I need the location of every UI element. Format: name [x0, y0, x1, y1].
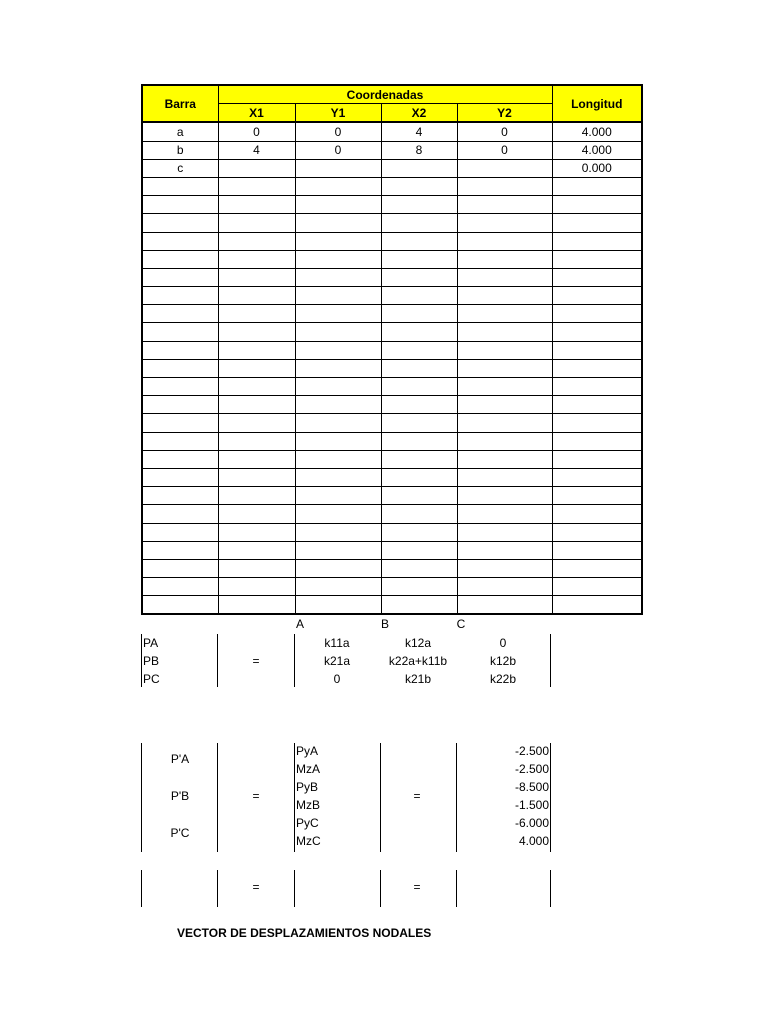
cell-y1[interactable]: [295, 578, 381, 596]
cell-y1[interactable]: [295, 359, 381, 377]
cell-barra[interactable]: [142, 559, 218, 577]
cell-x1[interactable]: [218, 196, 295, 214]
cell-y2[interactable]: [457, 541, 552, 559]
table-row: [142, 232, 642, 250]
cell-y1[interactable]: [295, 250, 381, 268]
cell-longitud[interactable]: [552, 414, 642, 432]
cell-x2[interactable]: [381, 468, 457, 486]
bracket-line: [141, 743, 142, 852]
table-row: [142, 505, 642, 523]
load-group-label: P'A: [170, 752, 190, 766]
load-component: PyC: [296, 816, 319, 830]
cell-y1[interactable]: [295, 596, 381, 615]
cell-longitud[interactable]: [552, 196, 642, 214]
cell-y1[interactable]: [295, 323, 381, 341]
header-y1: Y1: [295, 104, 381, 123]
table-row: [142, 559, 642, 577]
bracket-line: [217, 743, 218, 852]
table-row: [142, 523, 642, 541]
cell-barra[interactable]: c: [142, 159, 218, 177]
cell-x2[interactable]: [381, 414, 457, 432]
cell-longitud[interactable]: [552, 177, 642, 195]
cell-y1[interactable]: [295, 487, 381, 505]
cell-longitud[interactable]: [552, 523, 642, 541]
cell-y2[interactable]: [457, 287, 552, 305]
cell-x2[interactable]: [381, 341, 457, 359]
bracket-line: [141, 870, 142, 907]
equals-sign: =: [252, 654, 260, 668]
cell-y1[interactable]: 0: [295, 141, 381, 159]
bracket-line: [294, 634, 295, 687]
load-value: -2.500: [514, 762, 549, 776]
cell-y1[interactable]: [295, 341, 381, 359]
row-label-pa: PA: [143, 636, 159, 650]
load-value: -1.500: [514, 798, 549, 812]
table-row: [142, 432, 642, 450]
cell-x2[interactable]: [381, 596, 457, 615]
load-component: MzC: [296, 834, 321, 848]
cell-y2[interactable]: [457, 505, 552, 523]
cell-longitud[interactable]: [552, 359, 642, 377]
matrix-cell: k21a: [323, 654, 351, 668]
cell-y1[interactable]: [295, 177, 381, 195]
cell-x2[interactable]: [381, 214, 457, 232]
cell-y1[interactable]: 0: [295, 122, 381, 141]
equals-sign: =: [252, 789, 260, 803]
header-y2: Y2: [457, 104, 552, 123]
cell-x2[interactable]: [381, 578, 457, 596]
cell-longitud[interactable]: [552, 468, 642, 486]
cell-longitud[interactable]: [552, 432, 642, 450]
load-component: PyB: [296, 780, 319, 794]
cell-x1[interactable]: [218, 159, 295, 177]
cell-y2[interactable]: [457, 359, 552, 377]
cell-y2[interactable]: [457, 559, 552, 577]
cell-x1[interactable]: [218, 250, 295, 268]
cell-x2[interactable]: [381, 268, 457, 286]
cell-barra[interactable]: [142, 414, 218, 432]
cell-x1[interactable]: [218, 578, 295, 596]
cell-y1[interactable]: [295, 414, 381, 432]
cell-y1[interactable]: [295, 450, 381, 468]
bracket-line: [550, 634, 551, 687]
cell-x1[interactable]: [218, 214, 295, 232]
cell-x2[interactable]: [381, 559, 457, 577]
cell-y1[interactable]: [295, 396, 381, 414]
table-row: [142, 378, 642, 396]
cell-y2[interactable]: [457, 396, 552, 414]
matrix-cell: 0: [499, 636, 507, 650]
cell-x1[interactable]: 4: [218, 141, 295, 159]
cell-x1[interactable]: [218, 505, 295, 523]
table-row: [142, 414, 642, 432]
equals-sign: =: [413, 789, 421, 803]
cell-y1[interactable]: [295, 214, 381, 232]
table-row: [142, 487, 642, 505]
table-row: [142, 578, 642, 596]
table-row: [142, 141, 642, 159]
cell-longitud[interactable]: [552, 305, 642, 323]
cell-x2[interactable]: [381, 323, 457, 341]
table-row: [142, 196, 642, 214]
cell-x1[interactable]: [218, 432, 295, 450]
cell-y1[interactable]: [295, 378, 381, 396]
cell-x2[interactable]: [381, 305, 457, 323]
cell-y2[interactable]: [457, 523, 552, 541]
cell-y2[interactable]: [457, 196, 552, 214]
cell-y2[interactable]: [457, 578, 552, 596]
cell-x2[interactable]: [381, 432, 457, 450]
header-x2: X2: [381, 104, 457, 123]
equals-sign: =: [413, 880, 421, 894]
cell-x1[interactable]: [218, 523, 295, 541]
cell-x2[interactable]: [381, 523, 457, 541]
matrix-cell: k12b: [489, 654, 517, 668]
bracket-line: [217, 870, 218, 907]
cell-y1[interactable]: [295, 232, 381, 250]
cell-x1[interactable]: 0: [218, 122, 295, 141]
cell-barra[interactable]: [142, 177, 218, 195]
table-row: [142, 359, 642, 377]
cell-y2[interactable]: 0: [457, 122, 552, 141]
cell-y2[interactable]: [457, 450, 552, 468]
cell-longitud[interactable]: [552, 341, 642, 359]
cell-barra[interactable]: [142, 287, 218, 305]
cell-y2[interactable]: [457, 232, 552, 250]
cell-barra[interactable]: [142, 268, 218, 286]
cell-barra[interactable]: [142, 305, 218, 323]
cell-longitud[interactable]: [552, 487, 642, 505]
cell-x1[interactable]: [218, 450, 295, 468]
col-label-a: A: [295, 617, 304, 631]
table-row: [142, 468, 642, 486]
cell-x2[interactable]: [381, 159, 457, 177]
cell-longitud[interactable]: [552, 559, 642, 577]
table-row: [142, 450, 642, 468]
cell-x2[interactable]: [381, 487, 457, 505]
table-row: [142, 159, 642, 177]
bracket-line: [380, 743, 381, 852]
cell-y2[interactable]: 0: [457, 141, 552, 159]
cell-y2[interactable]: [457, 468, 552, 486]
table-row: [142, 287, 642, 305]
bracket-line: [550, 870, 551, 907]
cell-x1[interactable]: [218, 396, 295, 414]
cell-longitud[interactable]: [552, 214, 642, 232]
equals-sign: =: [252, 880, 260, 894]
header-barra: Barra: [142, 85, 218, 122]
cell-y1[interactable]: [295, 559, 381, 577]
bracket-line: [294, 870, 295, 907]
load-group-label: P'C: [170, 826, 190, 840]
cell-x2[interactable]: [381, 232, 457, 250]
cell-x2[interactable]: [381, 359, 457, 377]
load-value: -6.000: [514, 816, 549, 830]
bracket-line: [550, 743, 551, 852]
matrix-cell: 0: [333, 672, 341, 686]
cell-x2[interactable]: [381, 250, 457, 268]
cell-barra[interactable]: [142, 578, 218, 596]
col-label-c: C: [456, 617, 466, 631]
cell-barra[interactable]: [142, 432, 218, 450]
cell-y2[interactable]: [457, 432, 552, 450]
header-longitud: Longitud: [552, 85, 642, 122]
load-group-label: P'B: [170, 789, 190, 803]
cell-longitud[interactable]: [552, 323, 642, 341]
cell-x2[interactable]: [381, 541, 457, 559]
cell-x2[interactable]: [381, 196, 457, 214]
cell-barra[interactable]: [142, 450, 218, 468]
row-label-pb: PB: [143, 654, 160, 668]
cell-x1[interactable]: [218, 341, 295, 359]
bracket-line: [456, 870, 457, 907]
cell-longitud[interactable]: 0.000: [552, 159, 642, 177]
cell-y1[interactable]: [295, 268, 381, 286]
table-row: [142, 596, 642, 615]
matrix-cell: k21b: [404, 672, 432, 686]
cell-barra[interactable]: [142, 505, 218, 523]
cell-barra[interactable]: a: [142, 122, 218, 141]
cell-x1[interactable]: [218, 177, 295, 195]
cell-barra[interactable]: [142, 487, 218, 505]
cell-longitud[interactable]: [552, 450, 642, 468]
cell-x2[interactable]: [381, 450, 457, 468]
cell-barra[interactable]: [142, 523, 218, 541]
load-value: -2.500: [514, 744, 549, 758]
cell-longitud[interactable]: [552, 541, 642, 559]
cell-longitud[interactable]: [552, 250, 642, 268]
cell-barra[interactable]: [142, 541, 218, 559]
cell-barra[interactable]: [142, 359, 218, 377]
table-row: [142, 323, 642, 341]
table-row: [142, 268, 642, 286]
cell-y1[interactable]: [295, 196, 381, 214]
cell-barra[interactable]: [142, 250, 218, 268]
load-component: MzB: [296, 798, 320, 812]
cell-y2[interactable]: [457, 323, 552, 341]
cell-x1[interactable]: [218, 323, 295, 341]
coordinates-table: [141, 84, 643, 615]
cell-y2[interactable]: [457, 305, 552, 323]
bracket-line: [217, 634, 218, 687]
cell-barra[interactable]: [142, 214, 218, 232]
matrix-cell: k22a+k11b: [388, 654, 448, 668]
cell-y1[interactable]: [295, 432, 381, 450]
cell-longitud[interactable]: [552, 505, 642, 523]
cell-x1[interactable]: [218, 487, 295, 505]
bracket-line: [456, 743, 457, 852]
header-coordenadas: Coordenadas: [218, 85, 552, 104]
cell-x1[interactable]: [218, 559, 295, 577]
bracket-line: [380, 870, 381, 907]
cell-longitud[interactable]: [552, 378, 642, 396]
cell-x2[interactable]: [381, 396, 457, 414]
cell-y1[interactable]: [295, 468, 381, 486]
cell-barra[interactable]: [142, 232, 218, 250]
cell-x2[interactable]: [381, 505, 457, 523]
cell-longitud[interactable]: [552, 232, 642, 250]
cell-y2[interactable]: [457, 414, 552, 432]
cell-barra[interactable]: [142, 341, 218, 359]
matrix-cell: k22b: [489, 672, 517, 686]
cell-x2[interactable]: [381, 287, 457, 305]
row-label-pc: PC: [143, 672, 160, 686]
cell-y1[interactable]: [295, 305, 381, 323]
cell-x1[interactable]: [218, 541, 295, 559]
cell-y1[interactable]: [295, 541, 381, 559]
table-row: [142, 250, 642, 268]
load-component: MzA: [296, 762, 320, 776]
table-row: [142, 396, 642, 414]
cell-x1[interactable]: [218, 468, 295, 486]
cell-x1[interactable]: [218, 596, 295, 615]
cell-barra[interactable]: b: [142, 141, 218, 159]
header-x1: X1: [218, 104, 295, 123]
cell-barra[interactable]: [142, 468, 218, 486]
cell-y2[interactable]: [457, 378, 552, 396]
cell-x1[interactable]: [218, 305, 295, 323]
cell-longitud[interactable]: [552, 396, 642, 414]
cell-x2[interactable]: 8: [381, 141, 457, 159]
cell-y1[interactable]: [295, 287, 381, 305]
cell-longitud[interactable]: 4.000: [552, 141, 642, 159]
table-row: [142, 177, 642, 195]
load-component: PyA: [296, 744, 319, 758]
cell-barra[interactable]: [142, 378, 218, 396]
cell-y2[interactable]: [457, 250, 552, 268]
cell-x1[interactable]: [218, 378, 295, 396]
cell-barra[interactable]: [142, 396, 218, 414]
table-row: [142, 122, 642, 141]
matrix-cell: k12a: [404, 636, 432, 650]
cell-longitud[interactable]: [552, 268, 642, 286]
table-row: [142, 305, 642, 323]
cell-longitud[interactable]: [552, 596, 642, 615]
section-title: VECTOR DE DESPLAZAMIENTOS NODALES: [177, 926, 432, 940]
cell-x2[interactable]: [381, 378, 457, 396]
cell-barra[interactable]: [142, 596, 218, 615]
load-value: 4.000: [518, 834, 549, 848]
cell-y1[interactable]: [295, 159, 381, 177]
table-row: [142, 541, 642, 559]
cell-x1[interactable]: [218, 268, 295, 286]
cell-y2[interactable]: [457, 341, 552, 359]
col-label-b: B: [380, 617, 389, 631]
cell-y2[interactable]: [457, 177, 552, 195]
cell-longitud[interactable]: [552, 287, 642, 305]
matrix-cell: k11a: [324, 636, 350, 650]
cell-x1[interactable]: [218, 414, 295, 432]
load-value: -8.500: [514, 780, 549, 794]
cell-x2[interactable]: [381, 177, 457, 195]
cell-y2[interactable]: [457, 487, 552, 505]
table-row: [142, 214, 642, 232]
cell-x1[interactable]: [218, 232, 295, 250]
cell-longitud[interactable]: [552, 578, 642, 596]
cell-y1[interactable]: [295, 505, 381, 523]
cell-x1[interactable]: [218, 287, 295, 305]
cell-y2[interactable]: [457, 159, 552, 177]
table-row: [142, 341, 642, 359]
cell-x1[interactable]: [218, 359, 295, 377]
cell-barra[interactable]: [142, 323, 218, 341]
cell-barra[interactable]: [142, 196, 218, 214]
cell-x2[interactable]: 4: [381, 122, 457, 141]
cell-longitud[interactable]: 4.000: [552, 122, 642, 141]
bracket-line: [141, 634, 142, 687]
cell-y2[interactable]: [457, 268, 552, 286]
bracket-line: [294, 743, 295, 852]
cell-y2[interactable]: [457, 214, 552, 232]
cell-y2[interactable]: [457, 596, 552, 615]
cell-y1[interactable]: [295, 523, 381, 541]
